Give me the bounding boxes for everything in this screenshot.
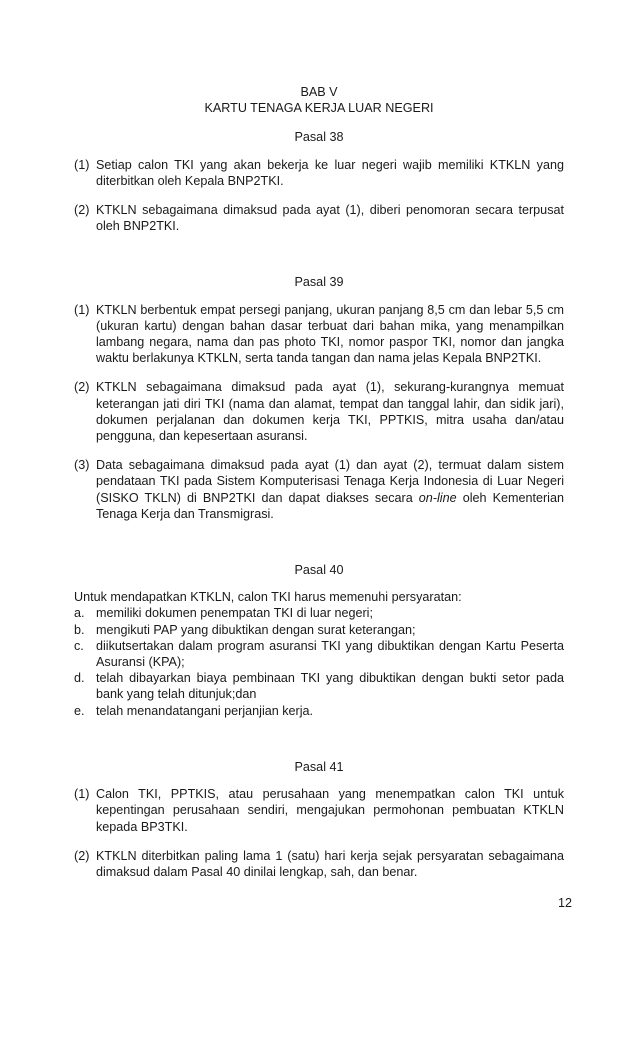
document-page (74, 84, 564, 880)
item-letter: d. (74, 671, 85, 686)
item-text-italic: on-line (418, 490, 457, 505)
item-letter: c. (74, 638, 84, 653)
item-text-part: Data sebagaimana dimaksud pada ayat (1) dan ayat (2), termuat dalam sistem pendataan TKI pada Sistem Komputerisasi Tenaga Kerja Indonesia di Luar Negeri (SISKO TKLN) di BNP2TKI dan dapat diakses secara (96, 458, 564, 505)
pasal-40-item-b (74, 622, 564, 638)
item-text: telah dibayarkan biaya pembinaan TKI yang dibuktikan dengan bukti setor pada bank yang telah ditunjuk;dan (96, 671, 564, 702)
item-number: (1) (74, 157, 90, 172)
item-text: telah menandatangani perjanjian kerja. (96, 703, 314, 718)
item-text: KTKLN diterbitkan paling lama 1 (satu) hari kerja sejak persyaratan sebagaimana dimaksud dalam Pasal 40 dinilai lengkap, sah, dan benar. (96, 848, 564, 879)
pasal-38-title: Pasal 38 (294, 130, 344, 145)
pasal-41-title: Pasal 41 (294, 759, 344, 774)
chapter-number: BAB V (300, 85, 338, 99)
item-number: (1) (74, 787, 90, 802)
item-text: KTKLN sebagaimana dimaksud pada ayat (1), diberi penomoran secara terpusat oleh BNP2TKI. (96, 203, 564, 234)
item-number: (3) (74, 458, 90, 473)
item-text: KTKLN sebagaimana dimaksud pada ayat (1), sekurang-kurangnya memuat keterangan jati diri TKI (nama dan alamat, tempat dan tanggal lahir, dan sidik jari), dokumen perjalanan dan dokumen kerja TKI, PPTKIS, mitra usaha dan/atau pengguna, dan kepesertaan asuransi. (96, 380, 564, 444)
pasal-40-item-d (74, 670, 564, 702)
item-text: Calon TKI, PPTKIS, atau perusahaan yang menempatkan calon TKI untuk kepentingan perusahaan sendiri, mengajukan permohonan pembuatan KTKLN kepada BP3TKI. (96, 787, 564, 834)
pasal-38-item-1 (74, 157, 564, 189)
pasal-40-item-c (74, 638, 564, 670)
pasal-39-item-3 (74, 457, 564, 522)
pasal-41-item-1 (74, 786, 564, 835)
item-text (96, 457, 564, 522)
pasal-39-title: Pasal 39 (294, 275, 344, 290)
item-text: mengikuti PAP yang dibuktikan dengan surat keterangan; (96, 622, 416, 637)
pasal-40-intro: Untuk mendapatkan KTKLN, calon TKI harus memenuhi persyaratan: (74, 590, 462, 605)
item-text-part: oleh Kementerian Tenaga Kerja dan Transmigrasi. (96, 490, 564, 521)
pasal-41-item-2 (74, 848, 564, 880)
item-letter: a. (74, 606, 85, 621)
pasal-40-item-a (74, 605, 564, 621)
item-number: (2) (74, 203, 90, 218)
item-number: (2) (74, 380, 90, 395)
item-letter: e. (74, 703, 85, 718)
pasal-38-item-2 (74, 202, 564, 234)
item-text: diikutsertakan dalam program asuransi TKI yang dibuktikan dengan Kartu Peserta Asuransi (KPA); (96, 638, 564, 670)
pasal-40-title: Pasal 40 (294, 563, 344, 578)
pasal-39-item-2 (74, 379, 564, 444)
pasal-40-item-e (74, 703, 564, 719)
item-letter: b. (74, 622, 85, 637)
page-number: 12 (557, 896, 572, 910)
item-number: (2) (74, 848, 90, 863)
item-text: Setiap calon TKI yang akan bekerja ke luar negeri wajib memiliki KTKLN yang diterbitkan oleh Kepala BNP2TKI. (96, 157, 564, 188)
item-text: KTKLN berbentuk empat persegi panjang, ukuran panjang 8,5 cm dan lebar 5,5 cm (ukuran kartu) dengan bahan dasar terbuat dari bahan mika, yang menampilkan lambang negara, nama dan pas photo TKI, nomor paspor TKI, nomor dan jangka waktu berlakunya KTKLN, serta tanda tangan dan nama jelas Kepala BNP2TKI. (96, 302, 564, 366)
pasal-39-item-1 (74, 302, 564, 367)
chapter-title: KARTU TENAGA KERJA LUAR NEGERI (204, 101, 434, 116)
item-number: (1) (74, 302, 90, 317)
item-text: memiliki dokumen penempatan TKI di luar negeri; (96, 606, 373, 621)
